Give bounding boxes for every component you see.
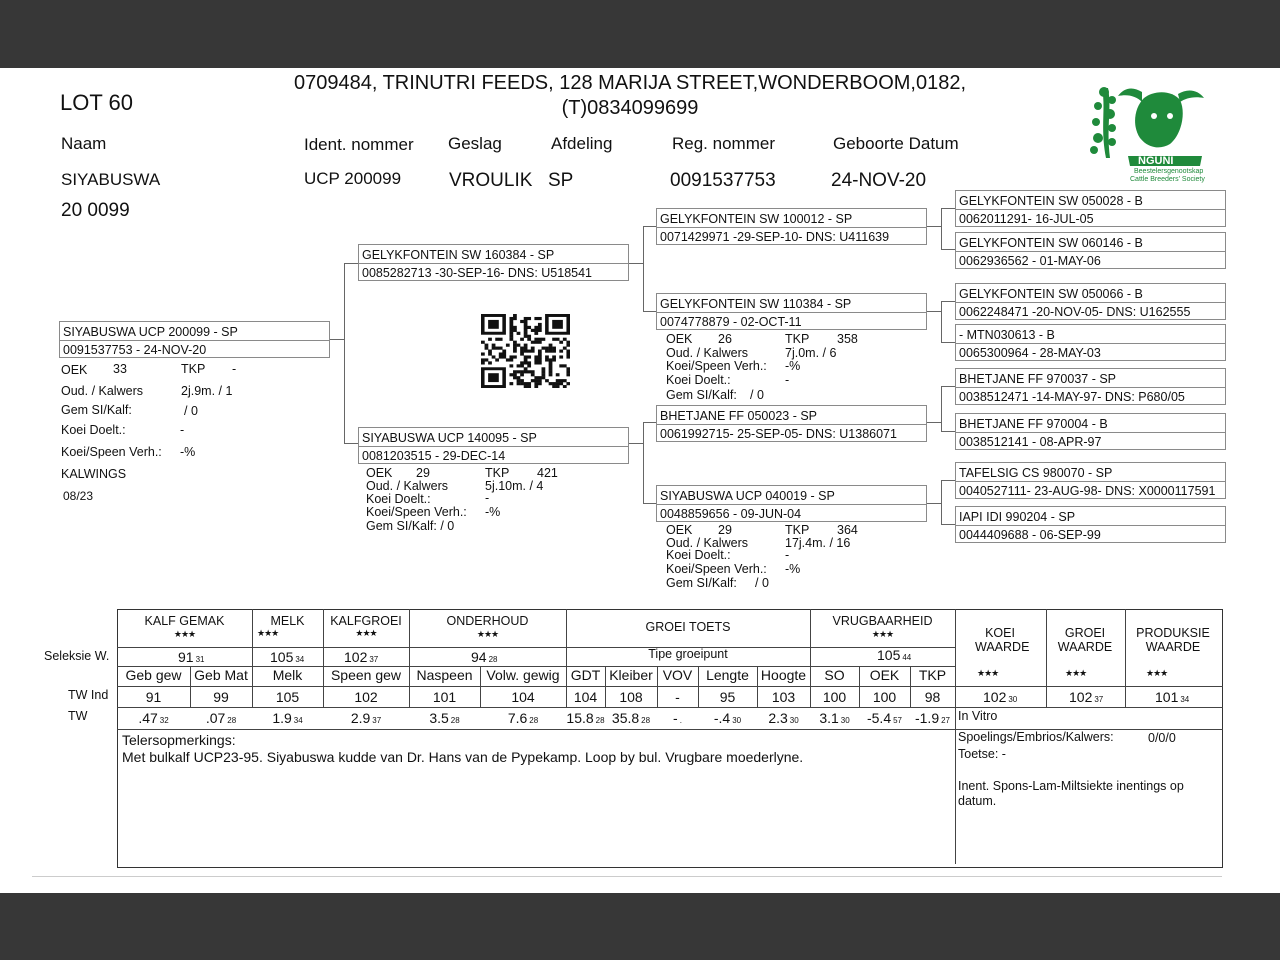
koei-waarde: 102 30 bbox=[983, 689, 1018, 705]
in-vitro: In Vitro bbox=[958, 709, 998, 723]
dd-gem: / 0 bbox=[755, 576, 769, 590]
tw-ind-cell: 102 bbox=[354, 689, 378, 705]
subject-kalwings: 08/23 bbox=[63, 489, 94, 503]
tw-ind-cell: 100 bbox=[822, 689, 847, 705]
g4-name: BHETJANE FF 970037 - SP bbox=[959, 372, 1117, 386]
subject-name: SIYABUSWA UCP 200099 - SP bbox=[63, 325, 238, 339]
sd-tkp: 358 bbox=[837, 332, 858, 346]
breeder-line1: 0709484, TRINUTRI FEEDS, 128 MARIJA STREET,WONDERBOOM,0182, bbox=[293, 72, 967, 94]
g4-name: GELYKFONTEIN SW 060146 - B bbox=[959, 236, 1143, 250]
animal-id2: 20 0099 bbox=[61, 200, 130, 221]
inent: Inent. Spons-Lam-Miltsiekte inentings op bbox=[958, 779, 1184, 793]
pedigree-sire bbox=[358, 244, 629, 281]
subject-gem-label: Gem SI/Kalf: bbox=[61, 403, 132, 417]
dd-name: SIYABUSWA UCP 040019 - SP bbox=[660, 489, 835, 503]
tw-ind-cell: 98 bbox=[924, 689, 941, 705]
dam-oek: 29 bbox=[416, 466, 430, 480]
column-header: Lengte bbox=[706, 667, 749, 683]
g4-name: TAFELSIG CS 980070 - SP bbox=[959, 466, 1113, 480]
group-groei: GROEI TOETS bbox=[645, 620, 731, 634]
tw-cell: 7.6 28 bbox=[507, 710, 539, 726]
subject-oud-label: Oud. / Kalwers bbox=[61, 384, 143, 398]
animal-reg: 0091537753 bbox=[670, 170, 776, 191]
ss-name: GELYKFONTEIN SW 100012 - SP bbox=[660, 212, 853, 226]
dam-oek-label: OEK bbox=[366, 466, 393, 480]
dd-speen: -% bbox=[785, 562, 801, 576]
column-header: Naspeen bbox=[416, 667, 473, 683]
qr-code-icon bbox=[481, 314, 570, 388]
stars-kalf: ★★★ bbox=[173, 629, 196, 639]
stars-prod: ★★★ bbox=[1146, 668, 1168, 678]
stars-melk: ★★★ bbox=[257, 628, 279, 638]
g4-reg: 0065300964 - 28-MAY-03 bbox=[959, 346, 1101, 360]
subject-koei: - bbox=[180, 423, 185, 437]
dd-oud: 17j.4m. / 16 bbox=[785, 536, 851, 550]
tw-ind-cell: 108 bbox=[619, 689, 643, 705]
group-prod: PRODUKSIE WAARDE bbox=[1136, 626, 1210, 654]
g4-reg: 0040527111- 23-AUG-98- DNS: X0000117591 bbox=[959, 484, 1216, 498]
pedigree-dam-dam bbox=[656, 485, 927, 522]
label-twind: TW Ind bbox=[68, 688, 109, 702]
tw-cell: 35.8 28 bbox=[611, 710, 651, 726]
column-header: VOV bbox=[662, 667, 693, 683]
sd-name: GELYKFONTEIN SW 110384 - SP bbox=[660, 297, 852, 311]
dd-koei-label: Koei Doelt.: bbox=[666, 548, 731, 562]
qr-code bbox=[481, 314, 570, 388]
g4-reg: 0062248471 -20-NOV-05- DNS: U162555 bbox=[959, 305, 1191, 319]
g4-name: IAPI IDI 990204 - SP bbox=[959, 510, 1076, 524]
subject-tkp-label: TKP bbox=[181, 362, 206, 376]
group-groeiw: GROEI WAARDE bbox=[1057, 626, 1113, 654]
subject-tkp: - bbox=[232, 362, 237, 376]
logo-tag2: Cattle Breeders' Society bbox=[1130, 176, 1205, 183]
groei-waarde: 102 37 bbox=[1069, 689, 1104, 705]
pedigree-g4-7 bbox=[955, 462, 1226, 499]
sd-gem-label: Gem SI/Kalf: bbox=[666, 388, 737, 402]
sel-onderhoud: 94 28 bbox=[471, 649, 498, 665]
tw-ind-cell: 105 bbox=[275, 689, 300, 705]
animal-name: SIYABUSWA bbox=[61, 170, 161, 189]
pedigree-dam-sire bbox=[656, 405, 927, 442]
sd-oud-label: Oud. / Kalwers bbox=[666, 346, 748, 360]
column-header: Volw. gewig bbox=[486, 667, 560, 683]
footer-rule bbox=[32, 876, 1222, 877]
column-header: Melk bbox=[272, 667, 303, 683]
dd-tkp: 364 bbox=[837, 523, 858, 537]
dd-gem-label: Gem SI/Kalf: bbox=[666, 576, 737, 590]
label-seleksie: Seleksie W. bbox=[44, 649, 110, 663]
tw-cell: 2.9 37 bbox=[350, 710, 382, 726]
subject-koei-label: Koei Doelt.: bbox=[61, 423, 126, 437]
sd-koei-label: Koei Doelt.: bbox=[666, 373, 731, 387]
ss-reg: 0071429971 -29-SEP-10- DNS: U411639 bbox=[660, 230, 890, 244]
dd-speen-label: Koei/Speen Verh.: bbox=[666, 562, 767, 576]
sd-oek-label: OEK bbox=[666, 332, 693, 346]
sd-oek: 26 bbox=[718, 332, 732, 346]
tw-ind-cell: 91 bbox=[145, 689, 162, 705]
toetse: Toetse: - bbox=[958, 747, 1006, 761]
sd-reg: 0074778879 - 02-OCT-11 bbox=[660, 315, 802, 329]
sel-melk: 105 34 bbox=[270, 649, 305, 665]
subject-speen: -% bbox=[180, 445, 196, 459]
g4-name: BHETJANE FF 970004 - B bbox=[959, 417, 1108, 431]
breeder-line2: (T)0834099699 bbox=[561, 97, 699, 119]
stars-koei: ★★★ bbox=[977, 668, 999, 678]
column-header: TKP bbox=[918, 667, 947, 683]
group-kalfgroei: KALFGROEI bbox=[330, 614, 402, 628]
dd-oek: 29 bbox=[718, 523, 732, 537]
group-koei: KOEI WAARDE bbox=[975, 626, 1030, 654]
pedigree-g4-1 bbox=[955, 190, 1226, 227]
tw-cell: 3.5 28 bbox=[429, 710, 460, 726]
ds-name: BHETJANE FF 050023 - SP bbox=[660, 409, 818, 423]
sel-kalfgroei: 102 37 bbox=[344, 649, 379, 665]
tw-ind-cell: 95 bbox=[719, 689, 736, 705]
pedigree-g4-6 bbox=[955, 413, 1226, 450]
tw-ind-cell: 100 bbox=[872, 689, 897, 705]
tw-cell: .47 32 bbox=[138, 710, 169, 726]
g4-reg: 0062011291- 16-JUL-05 bbox=[959, 212, 1094, 226]
sire-name: GELYKFONTEIN SW 160384 - SP bbox=[362, 248, 555, 262]
tw-cell: 15.8 28 bbox=[566, 710, 605, 726]
pedigree-g4-4 bbox=[955, 324, 1226, 361]
g4-reg: 0044409688 - 06-SEP-99 bbox=[959, 528, 1101, 542]
nguni-logo bbox=[1082, 78, 1232, 182]
subject-kalwings-label: KALWINGS bbox=[61, 467, 127, 481]
subject-oek-label: OEK bbox=[61, 363, 88, 377]
header-naam: Naam bbox=[61, 134, 107, 153]
subject-reg: 0091537753 - 24-NOV-20 bbox=[63, 343, 207, 357]
spoel-label: Spoelings/Embrios/Kalwers: bbox=[958, 730, 1114, 744]
remarks-text: Met bulkalf UCP23-95. Siyabuswa kudde van Dr. Hans van de Pypekamp. Loop by bul. Vrugbare moederlyne. bbox=[122, 749, 804, 765]
group-vrug: VRUGBAARHEID bbox=[832, 614, 933, 628]
tw-cell: -.4 30 bbox=[713, 710, 742, 726]
dd-tkp-label: TKP bbox=[785, 523, 810, 537]
pedigree-sire-sire bbox=[656, 208, 927, 245]
tw-cell: 2.3 30 bbox=[768, 710, 799, 726]
ds-reg: 0061992715- 25-SEP-05- DNS: U1386071 bbox=[660, 427, 897, 441]
sd-speen: -% bbox=[785, 359, 801, 373]
column-header: Hoogte bbox=[760, 667, 807, 683]
pedigree-g4-2 bbox=[955, 232, 1226, 269]
spoel-value: 0/0/0 bbox=[1148, 731, 1176, 745]
header-ident: Ident. nommer bbox=[304, 135, 414, 154]
tw-cell: 3.1 30 bbox=[819, 710, 850, 726]
g4-reg: 0062936562 - 01-MAY-06 bbox=[959, 254, 1101, 268]
tw-ind-cell: 99 bbox=[213, 689, 229, 705]
animal-sex: VROULIK bbox=[449, 170, 533, 191]
pedigree-g4-3 bbox=[955, 283, 1226, 320]
sd-gem: / 0 bbox=[750, 388, 764, 402]
tw-ind-cell: 104 bbox=[511, 689, 535, 705]
inent-2: datum. bbox=[958, 794, 997, 808]
dd-reg: 0048859656 - 09-JUN-04 bbox=[660, 507, 802, 521]
header-dob: Geboorte Datum bbox=[833, 134, 959, 153]
tw-cell: 1.9 34 bbox=[272, 710, 303, 726]
bottom-bar bbox=[0, 893, 1280, 960]
stars-onderhoud: ★★★ bbox=[476, 629, 499, 639]
tw-cell: -5.4 57 bbox=[866, 710, 903, 726]
subject-speen-label: Koei/Speen Verh.: bbox=[61, 445, 162, 459]
animal-ident: UCP 200099 bbox=[304, 169, 402, 188]
dam-speen-label: Koei/Speen Verh.: bbox=[366, 505, 467, 519]
dd-koei: - bbox=[785, 548, 790, 562]
tw-ind-cell: 104 bbox=[573, 689, 598, 705]
produksie-waarde: 101 34 bbox=[1155, 689, 1190, 705]
dam-reg: 0081203515 - 29-DEC-14 bbox=[362, 449, 506, 463]
dam-koei-label: Koei Doelt.: bbox=[366, 492, 431, 506]
group-onderhoud: ONDERHOUD bbox=[446, 614, 529, 628]
tipe-groeipunt: Tipe groeipunt bbox=[648, 647, 728, 661]
header-geslag: Geslag bbox=[448, 134, 502, 153]
tw-cell: .07 28 bbox=[205, 710, 237, 726]
sd-koei: - bbox=[785, 373, 790, 387]
sd-oud: 7j.0m. / 6 bbox=[785, 346, 837, 360]
dam-speen: -% bbox=[485, 505, 501, 519]
g4-reg: 0038512141 - 08-APR-97 bbox=[959, 435, 1102, 449]
g4-name: - MTN030613 - B bbox=[959, 328, 1055, 342]
header-reg: Reg. nommer bbox=[672, 134, 775, 153]
dam-oud-label: Oud. / Kalwers bbox=[366, 479, 448, 493]
tw-ind-cell: - bbox=[675, 689, 680, 705]
dam-tkp-label: TKP bbox=[485, 466, 510, 480]
label-tw: TW bbox=[68, 709, 88, 723]
sd-speen-label: Koei/Speen Verh.: bbox=[666, 359, 767, 373]
subject-gem: / 0 bbox=[184, 404, 198, 418]
pedigree-subject bbox=[59, 321, 330, 358]
group-melk: MELK bbox=[270, 614, 305, 628]
remarks-title: Telersopmerkings: bbox=[122, 732, 236, 748]
column-header: Speen gew bbox=[330, 667, 402, 683]
sel-kalf: 91 31 bbox=[178, 649, 205, 665]
sel-vrug: 105 44 bbox=[877, 647, 912, 663]
pedigree-g4-5 bbox=[955, 368, 1226, 405]
tw-ind-cell: 101 bbox=[432, 689, 457, 705]
dd-oud-label: Oud. / Kalwers bbox=[666, 536, 748, 550]
subject-oek: 33 bbox=[113, 362, 127, 376]
column-header: OEK bbox=[869, 667, 900, 683]
logo-tag1: Beestelersgenootskap bbox=[1134, 168, 1204, 175]
column-header: GDT bbox=[570, 667, 601, 683]
lot-number: LOT 60 bbox=[60, 90, 133, 115]
sire-reg: 0085282713 -30-SEP-16- DNS: U518541 bbox=[362, 266, 593, 280]
animal-dob: 24-NOV-20 bbox=[831, 170, 927, 191]
subject-oud: 2j.9m. / 1 bbox=[181, 384, 233, 398]
stars-vrug: ★★★ bbox=[871, 629, 894, 639]
column-header: Geb Mat bbox=[194, 667, 248, 683]
column-header: SO bbox=[824, 667, 845, 683]
group-kalf: KALF GEMAK bbox=[144, 614, 225, 628]
logo-brand: NGUNI bbox=[1138, 155, 1174, 167]
stars-kalfgroei: ★★★ bbox=[355, 628, 377, 638]
dam-name: SIYABUSWA UCP 140095 - SP bbox=[362, 431, 537, 445]
column-header: Kleiber bbox=[609, 667, 653, 683]
tw-cell: -1.9 27 bbox=[914, 710, 951, 726]
sd-tkp-label: TKP bbox=[785, 332, 810, 346]
animal-section: SP bbox=[548, 170, 574, 191]
pedigree-sire-dam bbox=[656, 293, 927, 330]
pedigree-g4-8 bbox=[955, 506, 1226, 543]
dd-oek-label: OEK bbox=[666, 523, 693, 537]
column-header: Geb gew bbox=[125, 667, 182, 683]
dam-oud: 5j.10m. / 4 bbox=[485, 479, 544, 493]
tw-ind-cell: 103 bbox=[771, 689, 796, 705]
pedigree-dam bbox=[358, 427, 629, 464]
dam-tkp: 421 bbox=[537, 466, 558, 480]
dam-koei: - bbox=[485, 491, 490, 505]
tw-cell: - . bbox=[673, 710, 682, 726]
g4-reg: 0038512471 -14-MAY-97- DNS: P680/05 bbox=[959, 390, 1185, 404]
g4-name: GELYKFONTEIN SW 050066 - B bbox=[959, 287, 1143, 301]
stars-groeiw: ★★★ bbox=[1065, 668, 1087, 678]
top-bar bbox=[0, 0, 1280, 68]
dam-gem: Gem SI/Kalf: / 0 bbox=[366, 519, 455, 533]
g4-name: GELYKFONTEIN SW 050028 - B bbox=[959, 194, 1143, 208]
header-afdeling: Afdeling bbox=[551, 134, 613, 153]
